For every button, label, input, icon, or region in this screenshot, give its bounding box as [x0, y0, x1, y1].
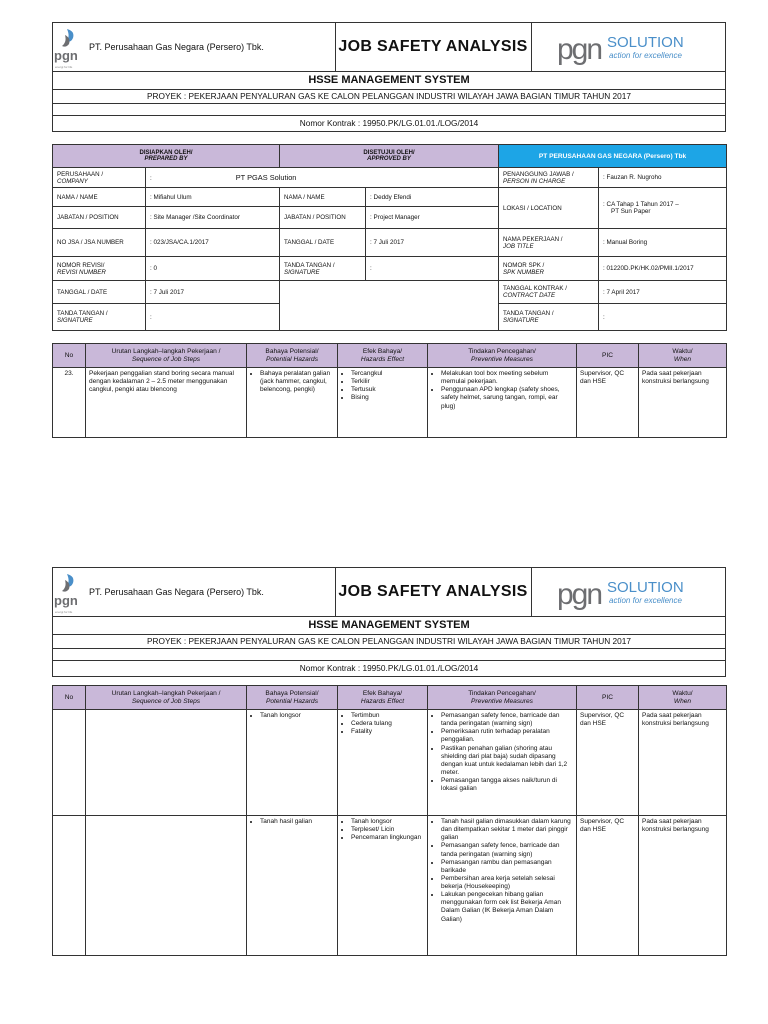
- svg-text:energi for life: energi for life: [55, 610, 73, 614]
- revision-value: : 0: [146, 257, 280, 281]
- row-measures: • Melakukan tool box meeting sebelum memulai pekerjaan. • Penggunaan APD lengkap (safety shoes, safety helmet, sarung tangan, rompi, ear plug): [428, 368, 577, 438]
- prepared-position-value: : Site Manager /Site Coordinator: [146, 207, 280, 229]
- document-header: [52, 567, 726, 617]
- svg-text:pgn: pgn: [557, 33, 602, 66]
- approved-empty-cell: [280, 281, 499, 331]
- col-header-measures: Tindakan Pencegahan/ Preventive Measures: [428, 686, 577, 710]
- col-header-effect: Efek Bahaya/ Hazards Effect: [338, 344, 428, 368]
- pgn-solution-logo-icon: [531, 23, 725, 71]
- row-pic: Supervisor, QC dan HSE: [577, 368, 639, 438]
- row-when: Pada saat pekerjaan konstruksi berlangsung: [639, 710, 727, 816]
- document-header: [52, 22, 726, 72]
- svg-text:pgn: pgn: [54, 48, 78, 63]
- pic-label: PENANGGUNG JAWAB / PERSON IN CHARGE: [499, 168, 599, 188]
- row-step: [86, 816, 247, 956]
- pgn-logo: [53, 568, 83, 616]
- col-header-measures: Tindakan Pencegahan/ Preventive Measures: [428, 344, 577, 368]
- pgn-logo-icon: [53, 23, 89, 71]
- approved-position-value: : Project Manager: [366, 207, 499, 229]
- pic-value: : Fauzan R. Nugroho: [599, 168, 727, 188]
- system-title: HSSE MANAGEMENT SYSTEM: [52, 617, 726, 635]
- row-hazards: • Bahaya peralatan galian (jack hammer, cangkul, belencong, pengki): [247, 368, 338, 438]
- col-header-steps: Urutan Langkah–langkah Pekerjaan / Sequence of Job Steps: [86, 686, 247, 710]
- blank-row: [52, 104, 726, 116]
- jsa-page-1: [52, 22, 726, 438]
- row-step: Pekerjaan penggalian stand boring secara manual dengan kedalaman 2 – 2.5 meter menggunakan cangkul, pengki atau blencong: [86, 368, 247, 438]
- row-pic: Supervisor, QC dan HSE: [577, 816, 639, 956]
- col-header-hazards: Bahaya Potensial/ Potential Hazards: [247, 344, 338, 368]
- svg-text:SOLUTION: SOLUTION: [607, 579, 684, 596]
- col-header-steps: Urutan Langkah–langkah Pekerjaan / Sequence of Job Steps: [86, 344, 247, 368]
- parties-table: [52, 144, 727, 331]
- approved-by-header: DISETUJUI OLEH/ APPROVED BY: [280, 145, 499, 168]
- jsa-table-page-2: [52, 685, 727, 956]
- company-value: : PT PGAS Solution: [146, 168, 499, 188]
- client-header: PT PERUSAHAAN GAS NEGARA (Persero) Tbk: [499, 145, 727, 168]
- prepared-signature-label: TANDA TANGAN / SIGNATURE: [53, 304, 146, 331]
- col-header-hazards: Bahaya Potensial/ Potential Hazards: [247, 686, 338, 710]
- row-no: [53, 816, 86, 956]
- location-value: : CA Tahap 1 Tahun 2017 – PT Sun Paper: [599, 188, 727, 229]
- company-name: PT. Perusahaan Gas Negara (Persero) Tbk.: [89, 568, 336, 616]
- approved-name-value: : Deddy Efendi: [366, 188, 499, 207]
- revision-label: NOMOR REVISI/ REVISI NUMBER: [53, 257, 146, 281]
- pgn-logo-icon: [53, 568, 89, 616]
- company-label: PERUSAHAAN / COMPANY: [53, 168, 146, 188]
- col-header-effect: Efek Bahaya/ Hazards Effect: [338, 686, 428, 710]
- row-when: Pada saat pekerjaan konstruksi berlangsung: [639, 816, 727, 956]
- jsa-page-2: [52, 567, 726, 956]
- approved-signature-label: TANDA TANGAN / SIGNATURE: [280, 257, 366, 281]
- prepared-signature-value: :: [146, 304, 280, 331]
- client-signature-label: TANDA TANGAN / SIGNATURE: [499, 304, 599, 331]
- row-effects: • Tanah longsor • Terpleset/ Licin • Pencemaran lingkungan: [338, 816, 428, 956]
- row-hazards: • Tanah hasil galian: [247, 816, 338, 956]
- col-header-pic: PIC: [577, 686, 639, 710]
- prepared-by-header: DISIAPKAN OLEH/ PREPARED BY: [53, 145, 280, 168]
- table-header-row: [53, 686, 727, 710]
- client-signature-value: :: [599, 304, 727, 331]
- pgn-solution-logo: [531, 568, 725, 616]
- prepared-name-label: NAMA / NAME: [53, 188, 146, 207]
- row-effects: • Tertimbun • Cedera tulang • Fatality: [338, 710, 428, 816]
- col-header-pic: PIC: [577, 344, 639, 368]
- jsa-table-page-1: [52, 343, 727, 438]
- table-row: [53, 710, 727, 816]
- contract-number: Nomor Kontrak : 19950.PK/LG.01.01./LOG/2014: [52, 661, 726, 677]
- svg-text:SOLUTION: SOLUTION: [607, 34, 684, 51]
- table-row: [53, 368, 727, 438]
- jsa-number-label: NO JSA / JSA NUMBER: [53, 229, 146, 257]
- approved-name-label: NAMA / NAME: [280, 188, 366, 207]
- pgn-solution-logo: [531, 23, 725, 71]
- job-title-label: NAMA PEKERJAAN / JOB TITLE: [499, 229, 599, 257]
- contract-number: Nomor Kontrak : 19950.PK/LG.01.01./LOG/2014: [52, 116, 726, 132]
- contract-date-label: TANGGAL KONTRAK / CONTRACT DATE: [499, 281, 599, 304]
- table-header-row: [53, 344, 727, 368]
- pgn-logo: [53, 23, 83, 71]
- row-step: [86, 710, 247, 816]
- svg-text:pgn: pgn: [54, 593, 78, 608]
- approved-position-label: JABATAN / POSITION: [280, 207, 366, 229]
- row-pic: Supervisor, QC dan HSE: [577, 710, 639, 816]
- col-header-when: Waktu/ When: [639, 686, 727, 710]
- row-measures: • Tanah hasil galian dimasukkan dalam karung dan ditempatkan sekitar 1 meter dari pinggir galian • Pemasangan safety fence, barricade dan tanda peringatan (warning sign) • Pemasangan rambu dan pemasangan barikade • Pembersihan area kerja setelah selesai bekerja (Housekeeping) • Lakukan pengecekan hibang galian menggunakan form cek list Bekerja Aman Dalam Galian (IK Bekerja Aman Dalam Galian): [428, 816, 577, 956]
- prepared-name-value: : Mifiahul Ulum: [146, 188, 280, 207]
- document-title: JOB SAFETY ANALYSIS: [335, 23, 532, 71]
- document-title: JOB SAFETY ANALYSIS: [335, 568, 532, 616]
- job-title-value: : Manual Boring: [599, 229, 727, 257]
- row-no: [53, 710, 86, 816]
- row-when: Pada saat pekerjaan konstruksi berlangsung: [639, 368, 727, 438]
- spk-value: : 01220D.PK/HK.02/PMII.1/2017: [599, 257, 727, 281]
- col-header-when: Waktu/ When: [639, 344, 727, 368]
- approved-signature-value: :: [366, 257, 499, 281]
- svg-text:energi for life: energi for life: [55, 65, 73, 69]
- col-header-no: No: [53, 344, 86, 368]
- company-name: PT. Perusahaan Gas Negara (Persero) Tbk.: [89, 23, 336, 71]
- col-header-no: No: [53, 686, 86, 710]
- row-effects: • Tercangkul • Terkilir • Tertusuk • Bising: [338, 368, 428, 438]
- prepared-position-label: JABATAN / POSITION: [53, 207, 146, 229]
- blank-row: [52, 649, 726, 661]
- svg-text:action for excellence: action for excellence: [609, 596, 682, 605]
- approved-date-label: TANGGAL / DATE: [280, 229, 366, 257]
- approved-date-value: : 7 Juli 2017: [366, 229, 499, 257]
- spk-label: NOMOR SPK / SPK NUMBER: [499, 257, 599, 281]
- row-hazards: • Tanah longsor: [247, 710, 338, 816]
- jsa-number-value: : 023/JSA/CA.1/2017: [146, 229, 280, 257]
- location-label: LOKASI / LOCATION: [499, 188, 599, 229]
- table-row: [53, 816, 727, 956]
- project-title: PROYEK : PEKERJAAN PENYALURAN GAS KE CALON PELANGGAN INDUSTRI WILAYAH JAWA BAGIAN TIMUR TAHUN 2017: [52, 90, 726, 104]
- contract-date-value: : 7 April 2017: [599, 281, 727, 304]
- system-title: HSSE MANAGEMENT SYSTEM: [52, 72, 726, 90]
- row-measures: • Pemasangan safety fence, barricade dan tanda peringatan (warning sign) • Pemeriksaan rutin terhadap peralatan penggalian. • Pastikan penahan galian (shoring atau shielding dari plat baja) sudah dipasang dengan kuat untuk kedalaman lebih dari 1,2 meter. • Pemasangan tangga akses naik/turun di lokasi galian: [428, 710, 577, 816]
- svg-text:action for excellence: action for excellence: [609, 51, 682, 60]
- project-title: PROYEK : PEKERJAAN PENYALURAN GAS KE CALON PELANGGAN INDUSTRI WILAYAH JAWA BAGIAN TIMUR TAHUN 2017: [52, 635, 726, 649]
- prepared-date-label: TANGGAL / DATE: [53, 281, 146, 304]
- pgn-solution-logo-icon: [531, 568, 725, 616]
- row-no: 23.: [53, 368, 86, 438]
- prepared-date-value: : 7 Juli 2017: [146, 281, 280, 304]
- svg-text:pgn: pgn: [557, 578, 602, 611]
